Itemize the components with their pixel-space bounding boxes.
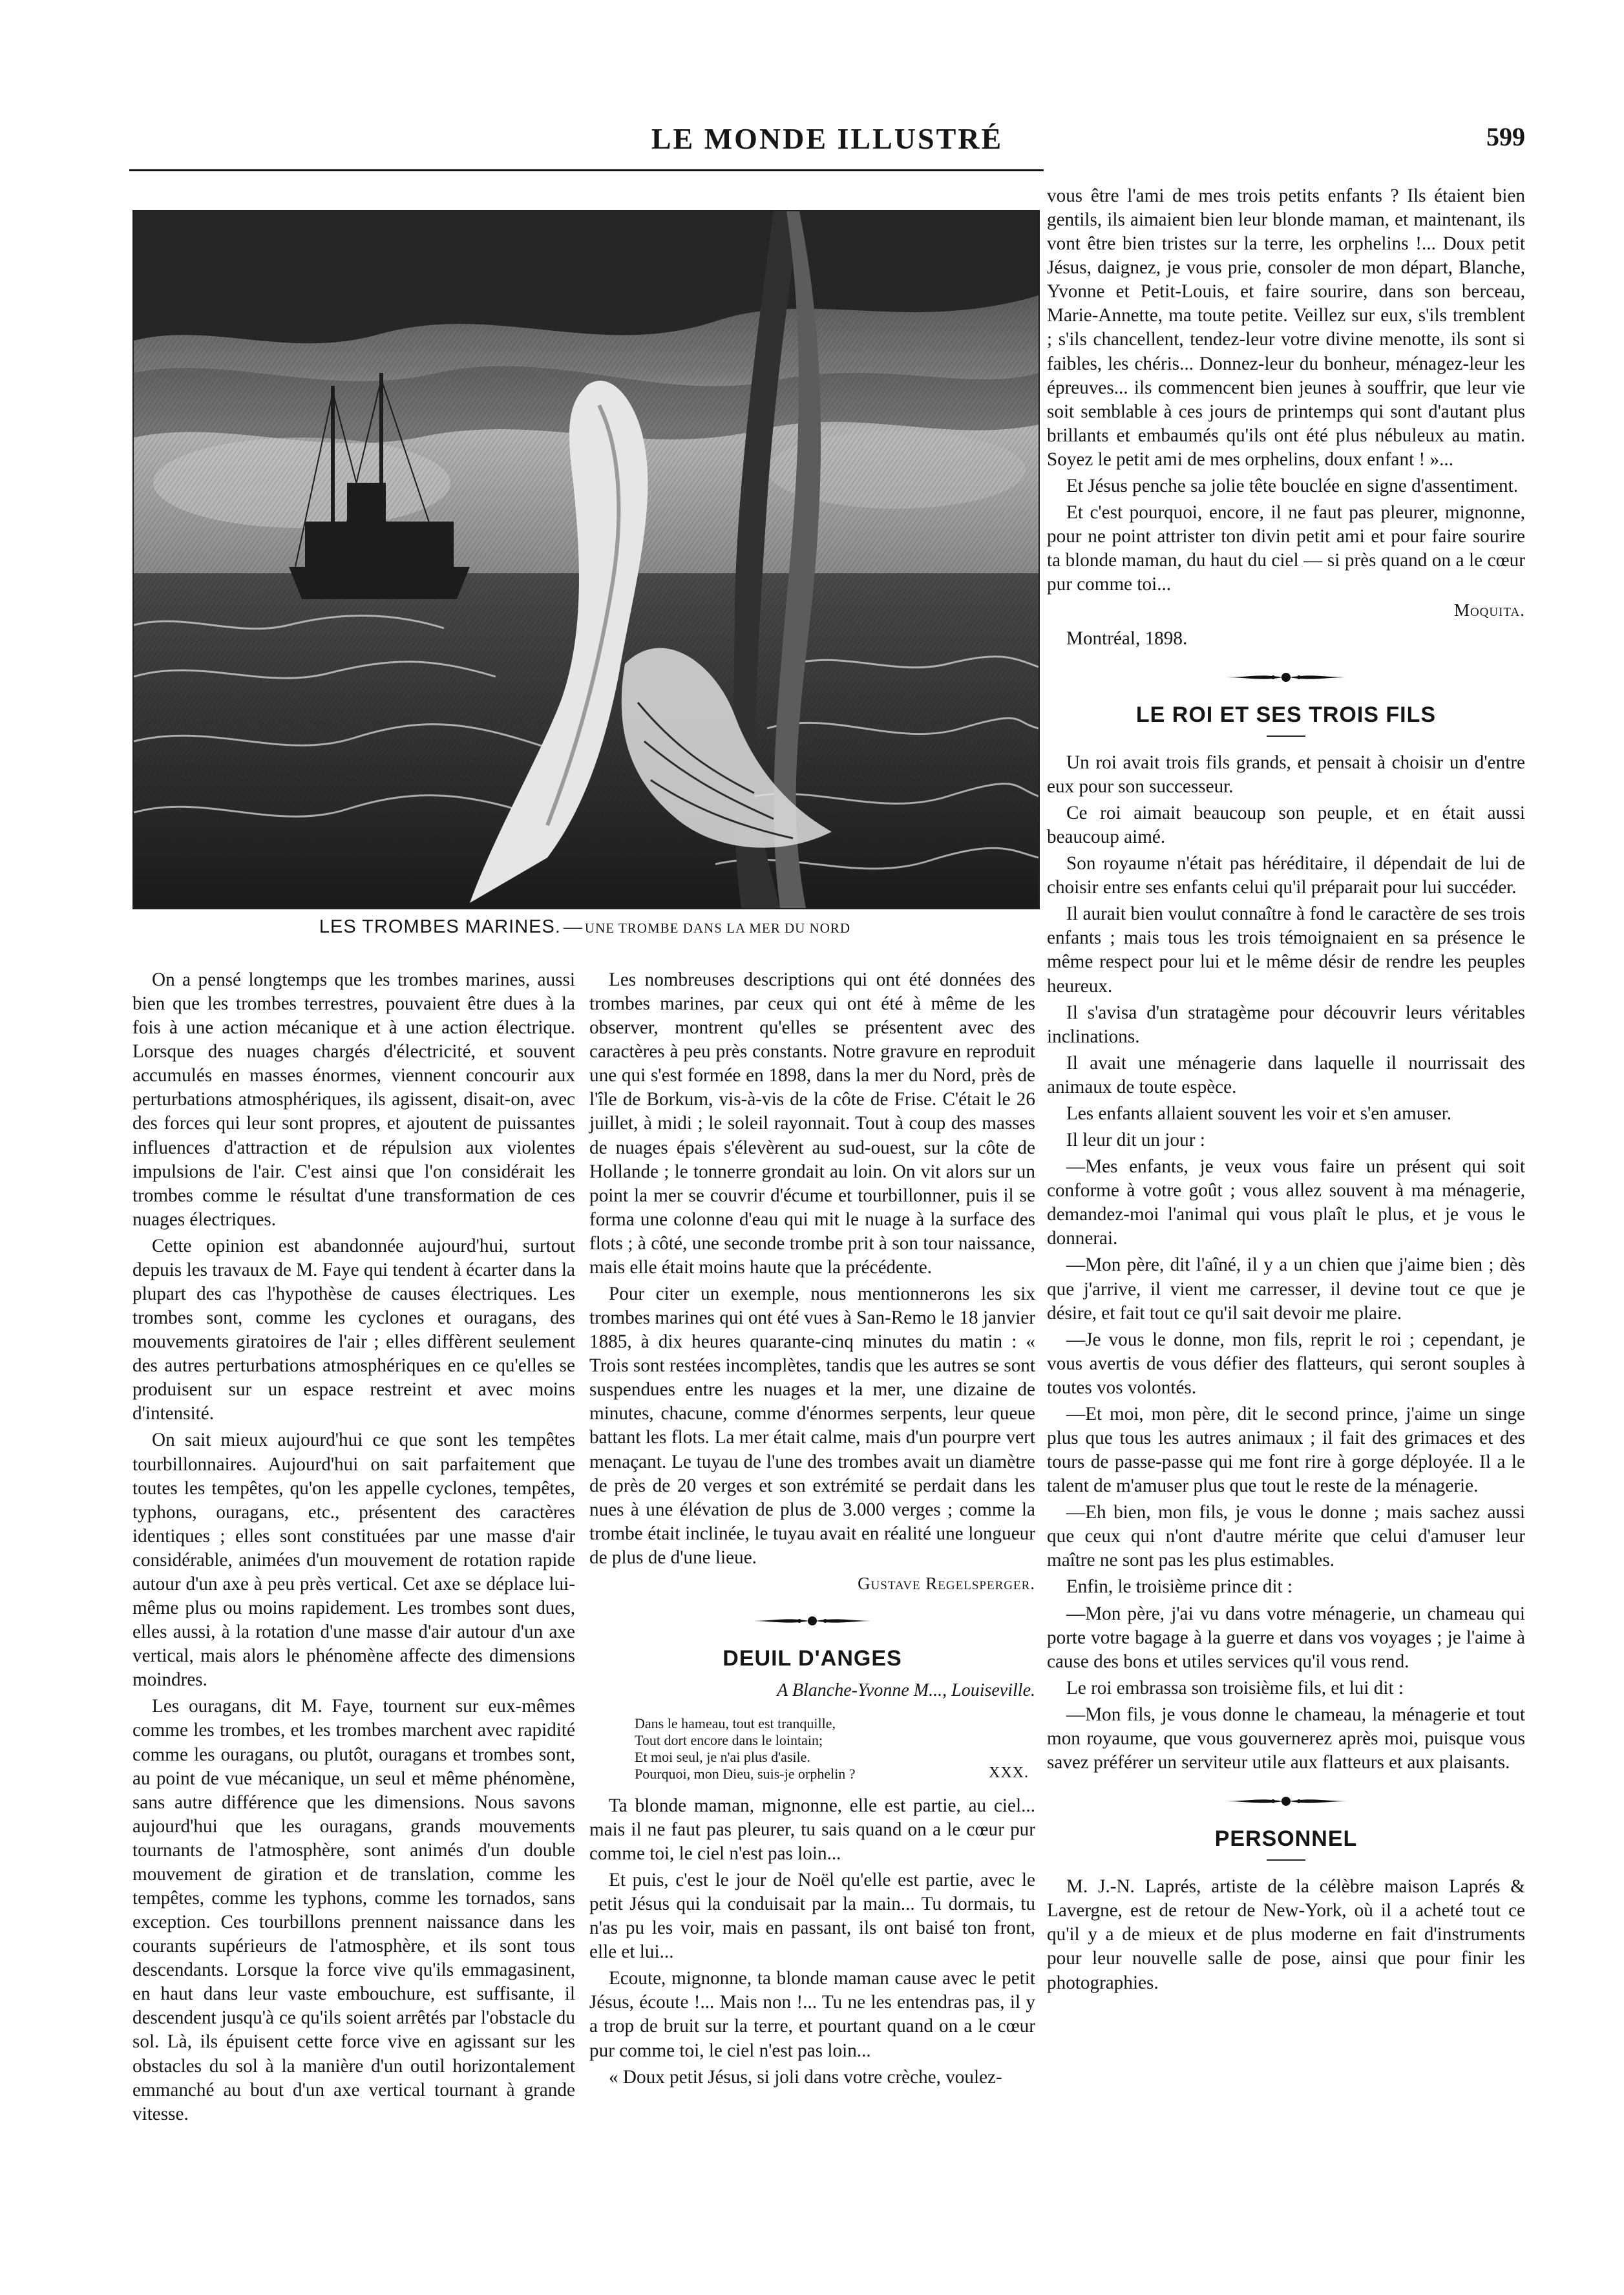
- roi-paragraph: Enfin, le troisième prince dit :: [1066, 1576, 1293, 1598]
- section-ornament: [589, 1611, 1035, 1634]
- deuil-signature: Moquita.: [1453, 600, 1525, 620]
- title-rule: [1267, 1859, 1305, 1861]
- trombes-paragraph: Cette opinion est abandonnée aujourd'hui, surtout depuis les travaux de M. Faye qui tendent à écarter dans la plupart des cas l'hypothèse de causes électriques. Les trombes sont, comme les cyclones et ouragans, des mouvements giratoires de l'air ; elles diffèrent seulement des autres perturbations atmosphériques en ce qu'elles se produisent sur un espace restreint et avec moins d'intensité.: [132, 1235, 575, 1424]
- roi-paragraph: —Je vous le donne, mon fils, reprit le roi ; cependant, je vous avertis de vous défier des flatteurs, qui seront souples à toutes vos volontés.: [1047, 1329, 1525, 1398]
- trombes-signature: Gustave Regelsperger.: [858, 1573, 1035, 1593]
- roi-title: LE ROI ET SES TROIS FILS: [1135, 702, 1437, 727]
- figure-caption: [132, 916, 1037, 942]
- roi-paragraph: Son royaume n'était pas héréditaire, il dépendait de lui de choisir entre ses enfants celui qu'il préparait pour lui succéder.: [1047, 853, 1525, 898]
- deuil-title: DEUIL D'ANGES: [722, 1646, 902, 1671]
- ornament-icon: [1221, 1792, 1351, 1811]
- deuil-paragraph: Ecoute, mignonne, ta blonde maman cause avec le petit Jésus, écoute !... Mais non !... Tu ne les entendras pas, il y a trop de bruit sur la terre, et pourtant quand on a le cœur pur comme toi, le ciel n'est pas loin...: [589, 1968, 1035, 2061]
- roi-paragraph: Il leur dit un jour :: [1066, 1130, 1205, 1151]
- roi-paragraph: Le roi embrassa son troisième fils, et lui dit :: [1066, 1677, 1404, 1698]
- column-3: [1047, 184, 1525, 1998]
- column-1: [132, 968, 575, 2129]
- roi-paragraph: Il avait une ménagerie dans laquelle il nourrissait des animaux de toute espèce.: [1047, 1052, 1525, 1097]
- poem-line: Tout dort encore dans le lointain;: [635, 1731, 823, 1748]
- roi-paragraph: Il s'avisa d'un stratagème pour découvrir leurs véritables inclinations.: [1047, 1002, 1525, 1047]
- deuil-dedication: A Blanche-Yvonne M..., Louiseville.: [777, 1680, 1035, 1701]
- title-rule: [1267, 735, 1305, 737]
- trombes-paragraph: On sait mieux aujourd'hui ce que sont les tempêtes tourbillonnaires. Aujourd'hui on sait parfaitement que toutes les tempêtes, qu'on les appelle cyclones, tempêtes, typhons, ouragans, etc., présentent des caractères identiques ; elles sont constituées par une masse d'air considérable, animées d'un mouvement de rotation rapide autour d'un axe à peu près vertical. Cet axe se déplace lui-même plus ou moins rapidement. Les trombes sont dues, elles aussi, à la rotation d'une masse d'air autour d'un axe vertical, mais alors le phénomène affecte des dimensions moindres.: [132, 1430, 575, 1691]
- deuil-paragraph: Ta blonde maman, mignonne, elle est partie, au ciel... mais il ne faut pas pleurer, tu sais quand on a le cœur pur comme toi, le ciel n'est pas loin...: [589, 1795, 1035, 1864]
- trombes-paragraph: Les ouragans, dit M. Faye, tournent sur eux-mêmes comme les trombes, et les trombes marchent avec rapidité comme les ouragans, ou plutôt, ouragans et trombes sont, au point de vue mécanique, un seul et même phénomène, sans autre différence que les dimensions. Nous savons aujourd'hui que les ouragans, grands mouvements tournants de l'atmosphère, sont animés d'un double mouvement de giration et de translation, comme les tempêtes, comme les typhons, comme les tornados, sans exception. Ces tourbillons prennent naissance dans les courants supérieurs de l'atmosphère, et ils sont tous descendants. Lorsque la force vive qu'ils emmagasinent, en haut dans leur vaste embouchure, est suffisante, il descendent jusqu'à ce qu'ils soient arrêtés par l'obstacle du sol. Là, ils épuisent cette force vive en agissant sur les obstacles du sol à la manière d'un outil horizontalement emmanché au bout d'un axe vertical tournant à grande vitesse.: [132, 1696, 575, 2124]
- ornament-icon: [1221, 668, 1351, 687]
- deuil-epigraph: [635, 1715, 1035, 1782]
- poem-line: Pourquoi, mon Dieu, suis-je orphelin ?: [635, 1765, 856, 1782]
- roi-paragraph: —Mon père, dit l'aîné, il y a un chien que j'aime bien ; dès que j'arrive, il vient me carresser, il devine tout ce que je désire, et fait tout ce qu'il sait devoir me plaire.: [1047, 1254, 1525, 1324]
- journal-title: LE MONDE ILLUSTRÉ: [651, 122, 1004, 155]
- deuil-dateline: Montréal, 1898.: [1066, 628, 1188, 649]
- poem-line: Et moi seul, je n'ai plus d'asile.: [635, 1748, 810, 1765]
- header-rule: [129, 169, 1044, 171]
- caption-separator: —: [563, 916, 582, 937]
- roi-paragraph: Les enfants allaient souvent les voir et s'en amuser.: [1066, 1103, 1452, 1124]
- trombes-paragraph: Les nombreuses descriptions qui ont été données des trombes marines, par ceux qui ont été à même de les observer, montrent qu'elles se présentent avec des caractères à peu près constants. Notre gravure en reproduit une qui s'est formée en 1898, dans la mer du Nord, près de l'île de Borkum, vis-à-vis de la côte de Frise. C'était le 26 juillet, à midi ; le soleil rayonnait. Tout à coup des masses de nuages épais s'élevèrent au sud-ouest, sur la côte de Hollande ; le tonnerre grondait au loin. On vit alors sur un point la mer se couvrir d'écume et tourbillonner, puis il se forma une colonne d'eau qui mit le nuage à la surface des flots ; à côté, une seconde trombe prit à son tour naissance, mais elle était moins haute que la précédente.: [589, 969, 1035, 1278]
- roi-paragraph: —Eh bien, mon fils, je vous le donne ; mais sachez aussi que ceux qui n'ont d'autre mérite que celui d'amuser leur maître ne sont pas les plus estimables.: [1047, 1502, 1525, 1571]
- caption-subtitle: UNE TROMBE DANS LA MER DU NORD: [584, 920, 851, 936]
- roi-paragraph: —Mon père, j'ai vu dans votre ménagerie, un chameau qui porte votre bagage à la guerre et dans vos voyages ; je l'aime à cause des bons et utiles services qu'il vous rend.: [1047, 1603, 1525, 1672]
- column-2: [589, 968, 1035, 2092]
- engraving-illustration: [134, 211, 1039, 908]
- roi-paragraph: Un roi avait trois fils grands, et pensait à choisir un d'entre eux pour son successeur.: [1047, 752, 1525, 797]
- personnel-title: PERSONNEL: [1214, 1826, 1358, 1852]
- poem-attribution: XXX.: [989, 1764, 1029, 1782]
- section-ornament: [1047, 668, 1525, 691]
- poem-line: Dans le hameau, tout est tranquille,: [635, 1715, 836, 1731]
- page-number: 599: [1486, 122, 1525, 151]
- trombes-paragraph: Pour citer un exemple, nous mentionnerons les six trombes marines qui ont été vues à San-Remo le 18 janvier 1885, à dix heures quarante-cinq minutes du matin : « Trois sont restées incomplètes, tandis que les autres se sont suspendues entre les nuages et la mer, une dizaine de minutes, chacune, comme d'énormes serpents, leur queue battant les flots. La mer était calme, mais d'un pourpre vert menaçant. Le tuyau de l'une des trombes avait un diamètre de près de 20 verges et son extrémité se perdait dans les nues à une élévation de plus de 3.000 verges ; comme la trombe était inclinée, le tuyau avait en réalité une longueur de plus de d'une lieue.: [589, 1284, 1035, 1568]
- section-ornament: [1047, 1792, 1525, 1815]
- roi-paragraph: —Mon fils, je vous donne le chameau, la ménagerie et tout mon royaume, que vous gouvernerez après moi, puisque vous savez préférer un serviteur utile aux flatteurs et aux plaisants.: [1047, 1704, 1525, 1773]
- masthead: [129, 116, 1525, 162]
- deuil-paragraph: Et c'est pourquoi, encore, il ne faut pas pleurer, mignonne, pour ne point attrister ton divin petit ami et pour faire sourire ta blonde maman, du haut du ciel — si près quand on a le cœur pur comme toi...: [1047, 502, 1525, 595]
- deuil-continued-paragraph: vous être l'ami de mes trois petits enfants ? Ils étaient bien gentils, ils aimaient bien leur blonde maman, et maintenant, ils vont être bien tristes sur la terre, les orphelins !... Doux petit Jésus, daignez, je vous prie, consoler de mon départ, Blanche, Yvonne et Petit-Louis, et faire sourire, dans son berceau, Marie-Annette, ma toute petite. Veillez sur eux, s'ils tremblent ; s'ils chancellent, tendez-leur votre divine menotte, ils sont si faibles, les chéris... Donnez-leur du bonheur, ménagez-leur les épreuves... ils commencent bien jeunes à souffrir, que leur vie soit semblable à ces jours de printemps qui sont d'autant plus brillants et embaumés qu'ils ont été plus nébuleux au matin. Soyez le petit ami de mes orphelins, doux enfant ! »...: [1047, 185, 1525, 470]
- deuil-paragraph: « Doux petit Jésus, si joli dans votre crèche, voulez-: [609, 2066, 1002, 2088]
- personnel-paragraph: M. J.-N. Laprés, artiste de la célèbre maison Laprés & Lavergne, est de retour de New-York, où il a acheté tout ce qu'il y a de mieux et de plus moderne en fait d'instruments pour leur nouvelle salle de pose, ainsi que pour finir les photographies.: [1047, 1876, 1525, 1993]
- roi-paragraph: Il aurait bien voulut connaître à fond le caractère de ses trois enfants ; mais tous les trois témoignaient en sa présence le même respect pour lui et le même désir de rendre les peuples heureux.: [1047, 904, 1525, 997]
- trombes-paragraph: On a pensé longtemps que les trombes marines, aussi bien que les trombes terrestres, pouvaient être dues à la fois à une action mécanique et à une action électrique. Lorsque des nuages chargés d'électricité, et souvent accumulés en masses énormes, viennent concourir aux perturbations atmosphériques, ils agissent, disait-on, avec des forces qui leur sont propres, et ajoutent de puissantes influences d'attraction et de répulsion aux violentes impulsions de l'air. C'est ainsi que l'on considérait les trombes comme le résultat d'une transformation de ces nuages électriques.: [132, 969, 575, 1230]
- roi-paragraph: —Mes enfants, je veux vous faire un présent qui soit conforme à votre goût ; vous allez souvent à ma ménagerie, demandez-moi l'animal qui vous plaît le plus, et je vous le donnerai.: [1047, 1156, 1525, 1249]
- deuil-paragraph: Et puis, c'est le jour de Noël qu'elle est partie, avec le petit Jésus qui la conduisait par la main... Tu dormais, tu n'as pu les voir, mais en passant, ils ont baisé ton front, elle et lui...: [589, 1870, 1035, 1963]
- deuil-paragraph: Et Jésus penche sa jolie tête bouclée en signe d'assentiment.: [1066, 475, 1519, 496]
- ornament-icon: [748, 1611, 877, 1631]
- caption-title: LES TROMBES MARINES.: [319, 916, 561, 937]
- waterspout-engraving: [132, 210, 1040, 909]
- roi-paragraph: Ce roi aimait beaucoup son peuple, et en était aussi beaucoup aimé.: [1047, 803, 1525, 848]
- roi-paragraph: —Et moi, mon père, dit le second prince, j'aime un singe plus que tous les autres animaux ; il fait des grimaces et des tours de passe-passe qui me font rire à gorge déployée. Il a le talent de m'amuser plus que tout le reste de la ménagerie.: [1047, 1403, 1525, 1497]
